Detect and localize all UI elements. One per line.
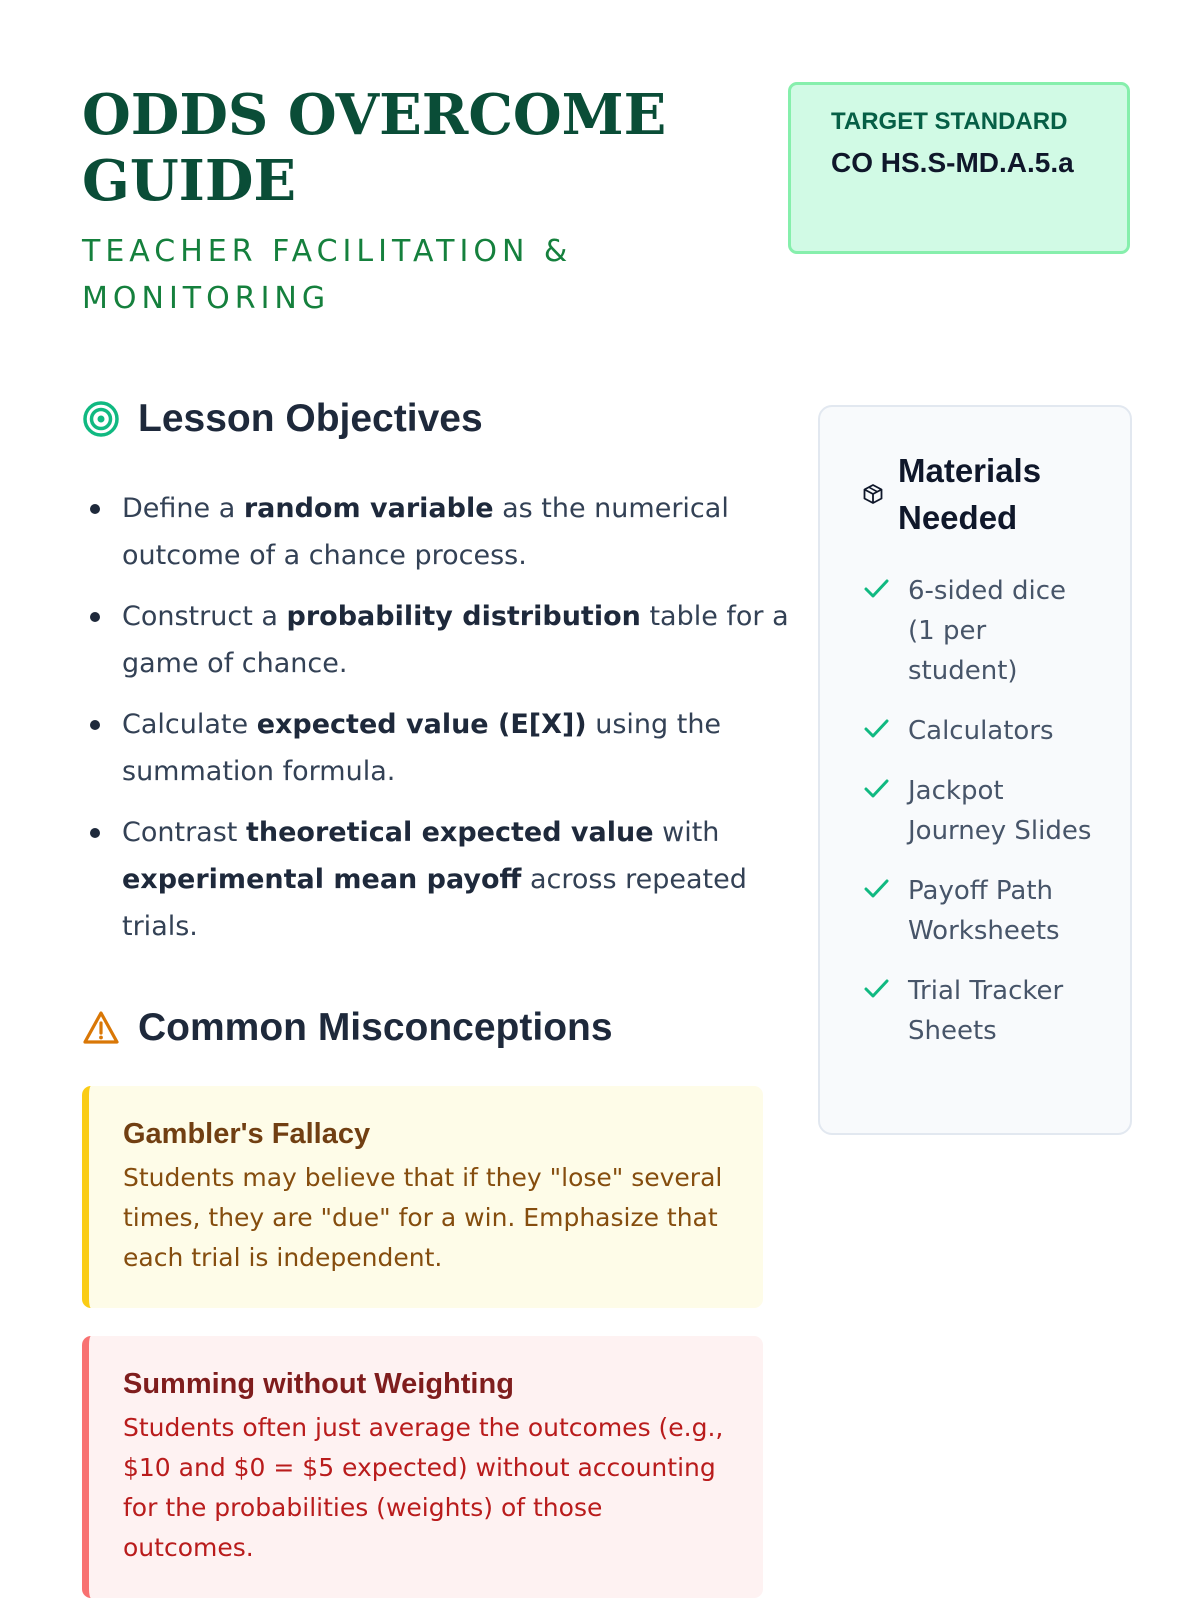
- misconception-text: Students may believe that if they "lose" several times, they are "due" for a win. Emphasize that each trial is independent.: [123, 1163, 723, 1272]
- lesson-objectives-title: Lesson Objectives: [138, 397, 483, 440]
- material-label: Trial Tracker Sheets: [908, 976, 1064, 1046]
- check-icon: [862, 575, 890, 603]
- objectives-list: [82, 485, 812, 964]
- page-subtitle: TEACHER FACILITATION & MONITORING: [82, 234, 573, 316]
- check-icon: [862, 975, 890, 1003]
- list-item: [862, 971, 1100, 1051]
- misconception-title: Gambler's Fallacy: [123, 1118, 371, 1150]
- package-icon: [862, 483, 884, 505]
- material-label: Jackpot Journey Slides: [908, 776, 1092, 846]
- list-item: Calculate expected value (E[X]) using the summation formula.: [122, 701, 812, 795]
- material-label: 6-sided dice (1 per student): [908, 576, 1066, 686]
- target-standard-label: TARGET STANDARD: [831, 108, 1068, 135]
- check-icon: [862, 775, 890, 803]
- page-title: ODDS OVERCOME GUIDE: [82, 82, 667, 214]
- lesson-objectives-heading: [82, 396, 483, 442]
- check-icon: [862, 715, 890, 743]
- target-icon: [82, 400, 120, 438]
- list-item: [862, 571, 1100, 691]
- misconception-card-gamblers-fallacy: [82, 1086, 763, 1308]
- material-label: Calculators: [908, 716, 1054, 746]
- list-item: [862, 711, 1100, 751]
- common-misconceptions-heading: [82, 1005, 613, 1051]
- list-item: [862, 771, 1100, 851]
- target-standard-value: CO HS.S-MD.A.5.a: [831, 147, 1074, 178]
- check-icon: [862, 875, 890, 903]
- target-standard-badge: [788, 82, 1130, 254]
- materials-list: [862, 571, 1100, 1051]
- misconception-card-summing-without-weighting: [82, 1336, 763, 1598]
- list-item: Contrast theoretical expected value with experimental mean payoff across repeated trials.: [122, 809, 812, 950]
- misconception-text: Students often just average the outcomes (e.g., $10 and $0 = $5 expected) without accounting for the probabilities (weights) of those outcomes.: [123, 1413, 724, 1562]
- list-item: [862, 871, 1100, 951]
- common-misconceptions-title: Common Misconceptions: [138, 1006, 613, 1049]
- list-item: Define a random variable as the numerical outcome of a chance process.: [122, 485, 812, 579]
- materials-title: Materials Needed: [898, 452, 1042, 536]
- misconception-title: Summing without Weighting: [123, 1368, 514, 1400]
- materials-header: [862, 447, 1100, 541]
- list-item: Construct a probability distribution table for a game of chance.: [122, 593, 812, 687]
- material-label: Payoff Path Worksheets: [908, 876, 1060, 946]
- materials-panel: [818, 405, 1132, 1135]
- warning-icon: [82, 1009, 120, 1047]
